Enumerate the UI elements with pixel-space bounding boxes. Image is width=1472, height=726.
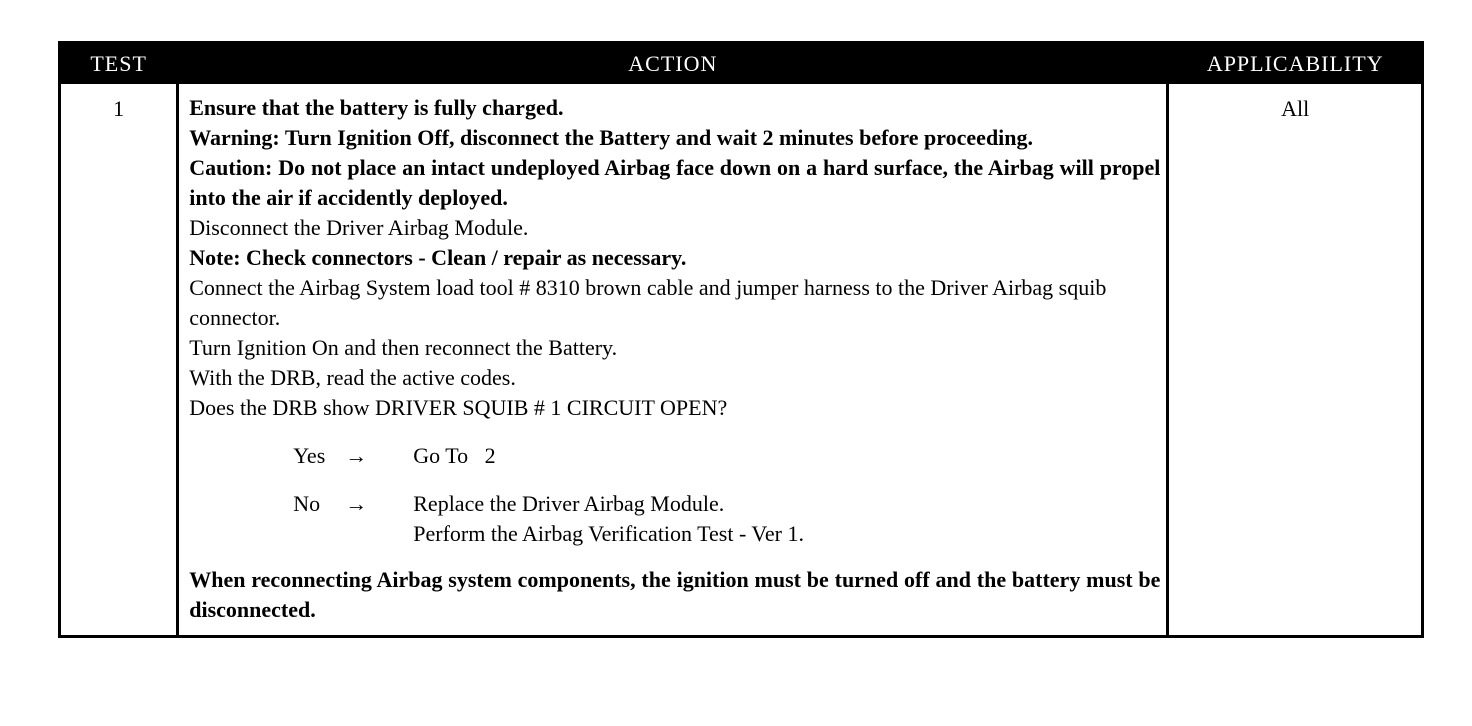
- table-row: [60, 84, 1423, 637]
- branch-no-label: No: [293, 491, 321, 516]
- branch-yes-label: Yes: [293, 443, 326, 468]
- right-arrow-icon: →: [345, 491, 368, 516]
- table-header-row: [60, 43, 1423, 85]
- step-ignition: Turn Ignition On and then reconnect the Battery.: [189, 335, 618, 360]
- branch-no-result: [413, 489, 804, 549]
- note-text: Note: Check connectors - Clean / repair as necessary.: [189, 245, 687, 270]
- right-arrow-icon: →: [345, 443, 368, 468]
- final-warning: When reconnecting Airbag system components, the ignition must be turned off and the battery must be disconnected.: [189, 567, 1161, 622]
- step-disconnect: Disconnect the Driver Airbag Module.: [189, 215, 529, 240]
- applicability-value: All: [1168, 84, 1423, 637]
- caution-text: Caution: Do not place an intact undeployed Airbag face down on a hard surface, the Airbag will propel into the air if accidently deployed.: [189, 155, 1161, 210]
- branch-no-line: Replace the Driver Airbag Module.: [413, 491, 725, 516]
- step-read-codes: With the DRB, read the active codes.: [189, 365, 516, 390]
- branch-yes-result: [413, 441, 495, 471]
- warning-text: Warning: Turn Ignition Off, disconnect the Battery and wait 2 minutes before proceeding.: [189, 125, 1034, 150]
- test-number: 1: [113, 96, 125, 121]
- branch-yes: [293, 441, 1160, 471]
- question-text: Does the DRB show DRIVER SQUIB # 1 CIRCUIT OPEN?: [189, 395, 728, 420]
- ensure-instruction: Ensure that the battery is fully charged.: [189, 95, 564, 120]
- diagnostic-test-table: [58, 41, 1424, 638]
- header-test: TEST: [60, 43, 178, 85]
- header-action: ACTION: [178, 43, 1168, 85]
- branch-no: [293, 489, 1160, 549]
- branch-no-line: Perform the Airbag Verification Test - Ver 1.: [413, 521, 804, 546]
- action-cell: [178, 84, 1168, 637]
- step-connect: Connect the Airbag System load tool # 8310 brown cable and jumper harness to the Driver Airbag squib connector.: [189, 275, 1107, 330]
- branch-yes-line: Go To 2: [413, 443, 496, 468]
- header-applicability: APPLICABILITY: [1168, 43, 1423, 85]
